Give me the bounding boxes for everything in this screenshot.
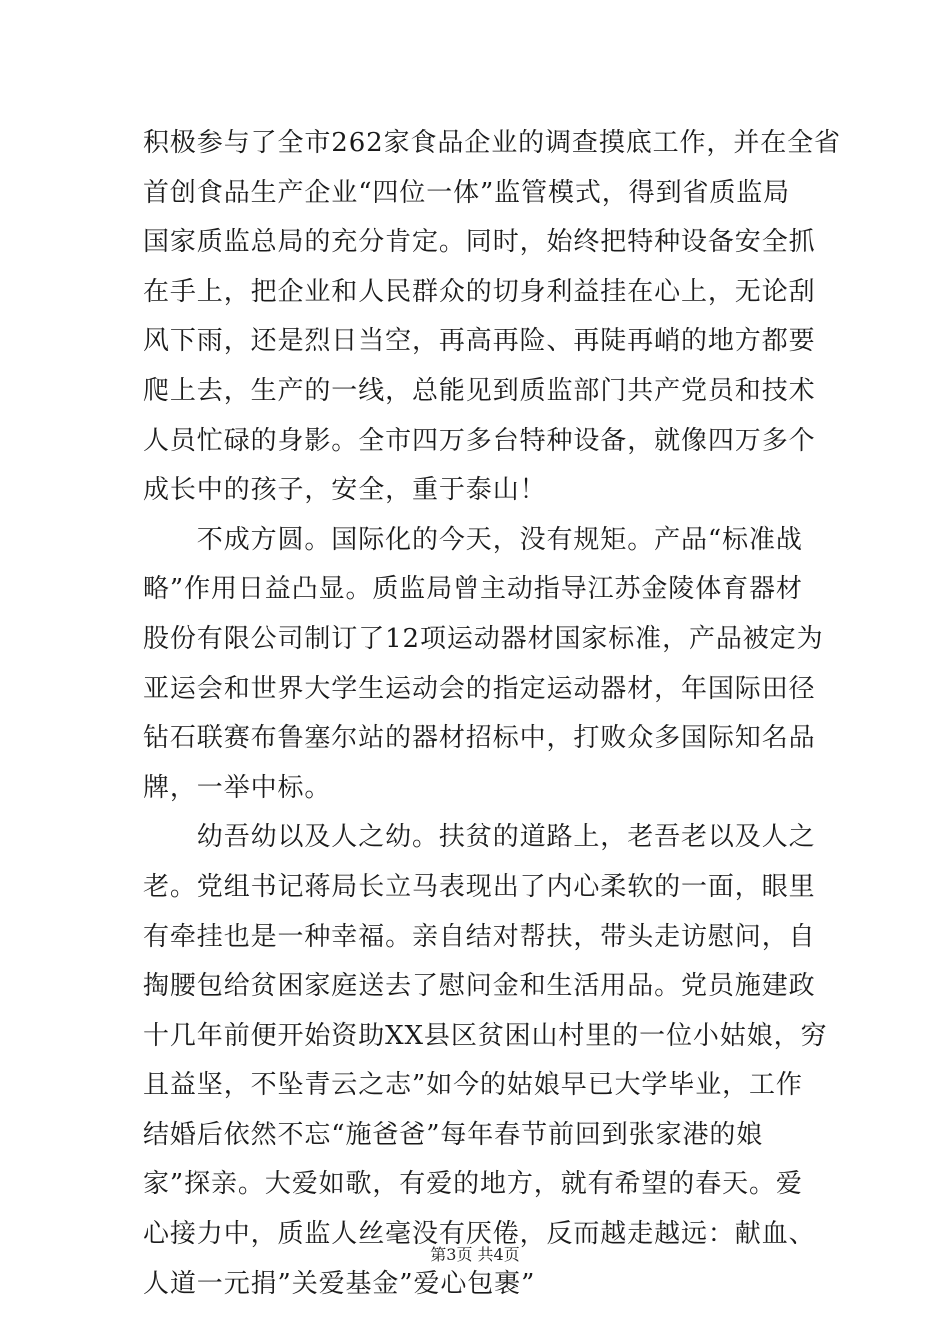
text-line: 在手上，把企业和人民群众的切身利益挂在心上，无论刮 <box>143 276 816 307</box>
document-body <box>143 119 841 1309</box>
text-line: 十几年前便开始资助XX县区贫困山村里的一位小姑娘，穷 <box>143 1020 828 1051</box>
page-number-footer: 第3页 共4页 <box>430 1245 520 1264</box>
text-line: 股份有限公司制订了12项运动器材国家标准，产品被定为 <box>143 623 824 654</box>
text-line: 亚运会和世界大学生运动会的指定运动器材，年国际田径 <box>143 673 816 704</box>
text-line: 幼吾幼以及人之幼。扶贫的道路上，老吾老以及人之 <box>143 822 816 853</box>
text-line: 老。党组书记蒋局长立马表现出了内心柔软的一面，眼里 <box>143 871 816 902</box>
text-line: 家”探亲。大爱如歌，有爱的地方，就有希望的春天。爱 <box>143 1169 803 1200</box>
text-line: 风下雨，还是烈日当空，再高再险、再陡再峭的地方都要 <box>143 326 816 357</box>
text-line: 心接力中，质监人丝毫没有厌倦，反而越走越远：献血、 <box>143 1219 816 1250</box>
text-line: 爬上去，生产的一线，总能见到质监部门共产党员和技术 <box>143 375 816 406</box>
text-line: 不成方圆。国际化的今天，没有规矩。产品“标准战 <box>143 524 803 555</box>
text-line: 钻石联赛布鲁塞尔站的器材招标中，打败众多国际知名品 <box>143 723 816 754</box>
text-line: 结婚后依然不忘“施爸爸”每年春节前回到张家港的娘 <box>143 1119 764 1150</box>
text-line: 且益坚，不坠青云之志”如今的姑娘早已大学毕业，工作 <box>143 1070 803 1101</box>
text-line: 牌，一举中标。 <box>143 772 332 803</box>
text-line: 人员忙碌的身影。全市四万多台特种设备，就像四万多个 <box>143 425 816 456</box>
text-line: 掏腰包给贫困家庭送去了慰问金和生活用品。党员施建政 <box>143 971 816 1002</box>
text-line: 积极参与了全市262家食品企业的调查摸底工作，并在全省 <box>143 128 841 158</box>
text-line: 有牵挂也是一种幸福。亲自结对帮扶，带头走访慰问，自 <box>143 921 816 952</box>
text-line: 国家质监总局的充分肯定。同时，始终把特种设备安全抓 <box>143 227 816 258</box>
text-line: 成长中的孩子，安全，重于泰山！ <box>143 475 547 506</box>
text-line: 人道一元捐”关爱基金”爱心包裹” <box>143 1268 536 1299</box>
text-line: 首创食品生产企业“四位一体”监管模式，得到省质监局 <box>143 177 791 208</box>
text-line: 略”作用日益凸显。质监局曾主动指导江苏金陵体育器材 <box>143 574 803 605</box>
